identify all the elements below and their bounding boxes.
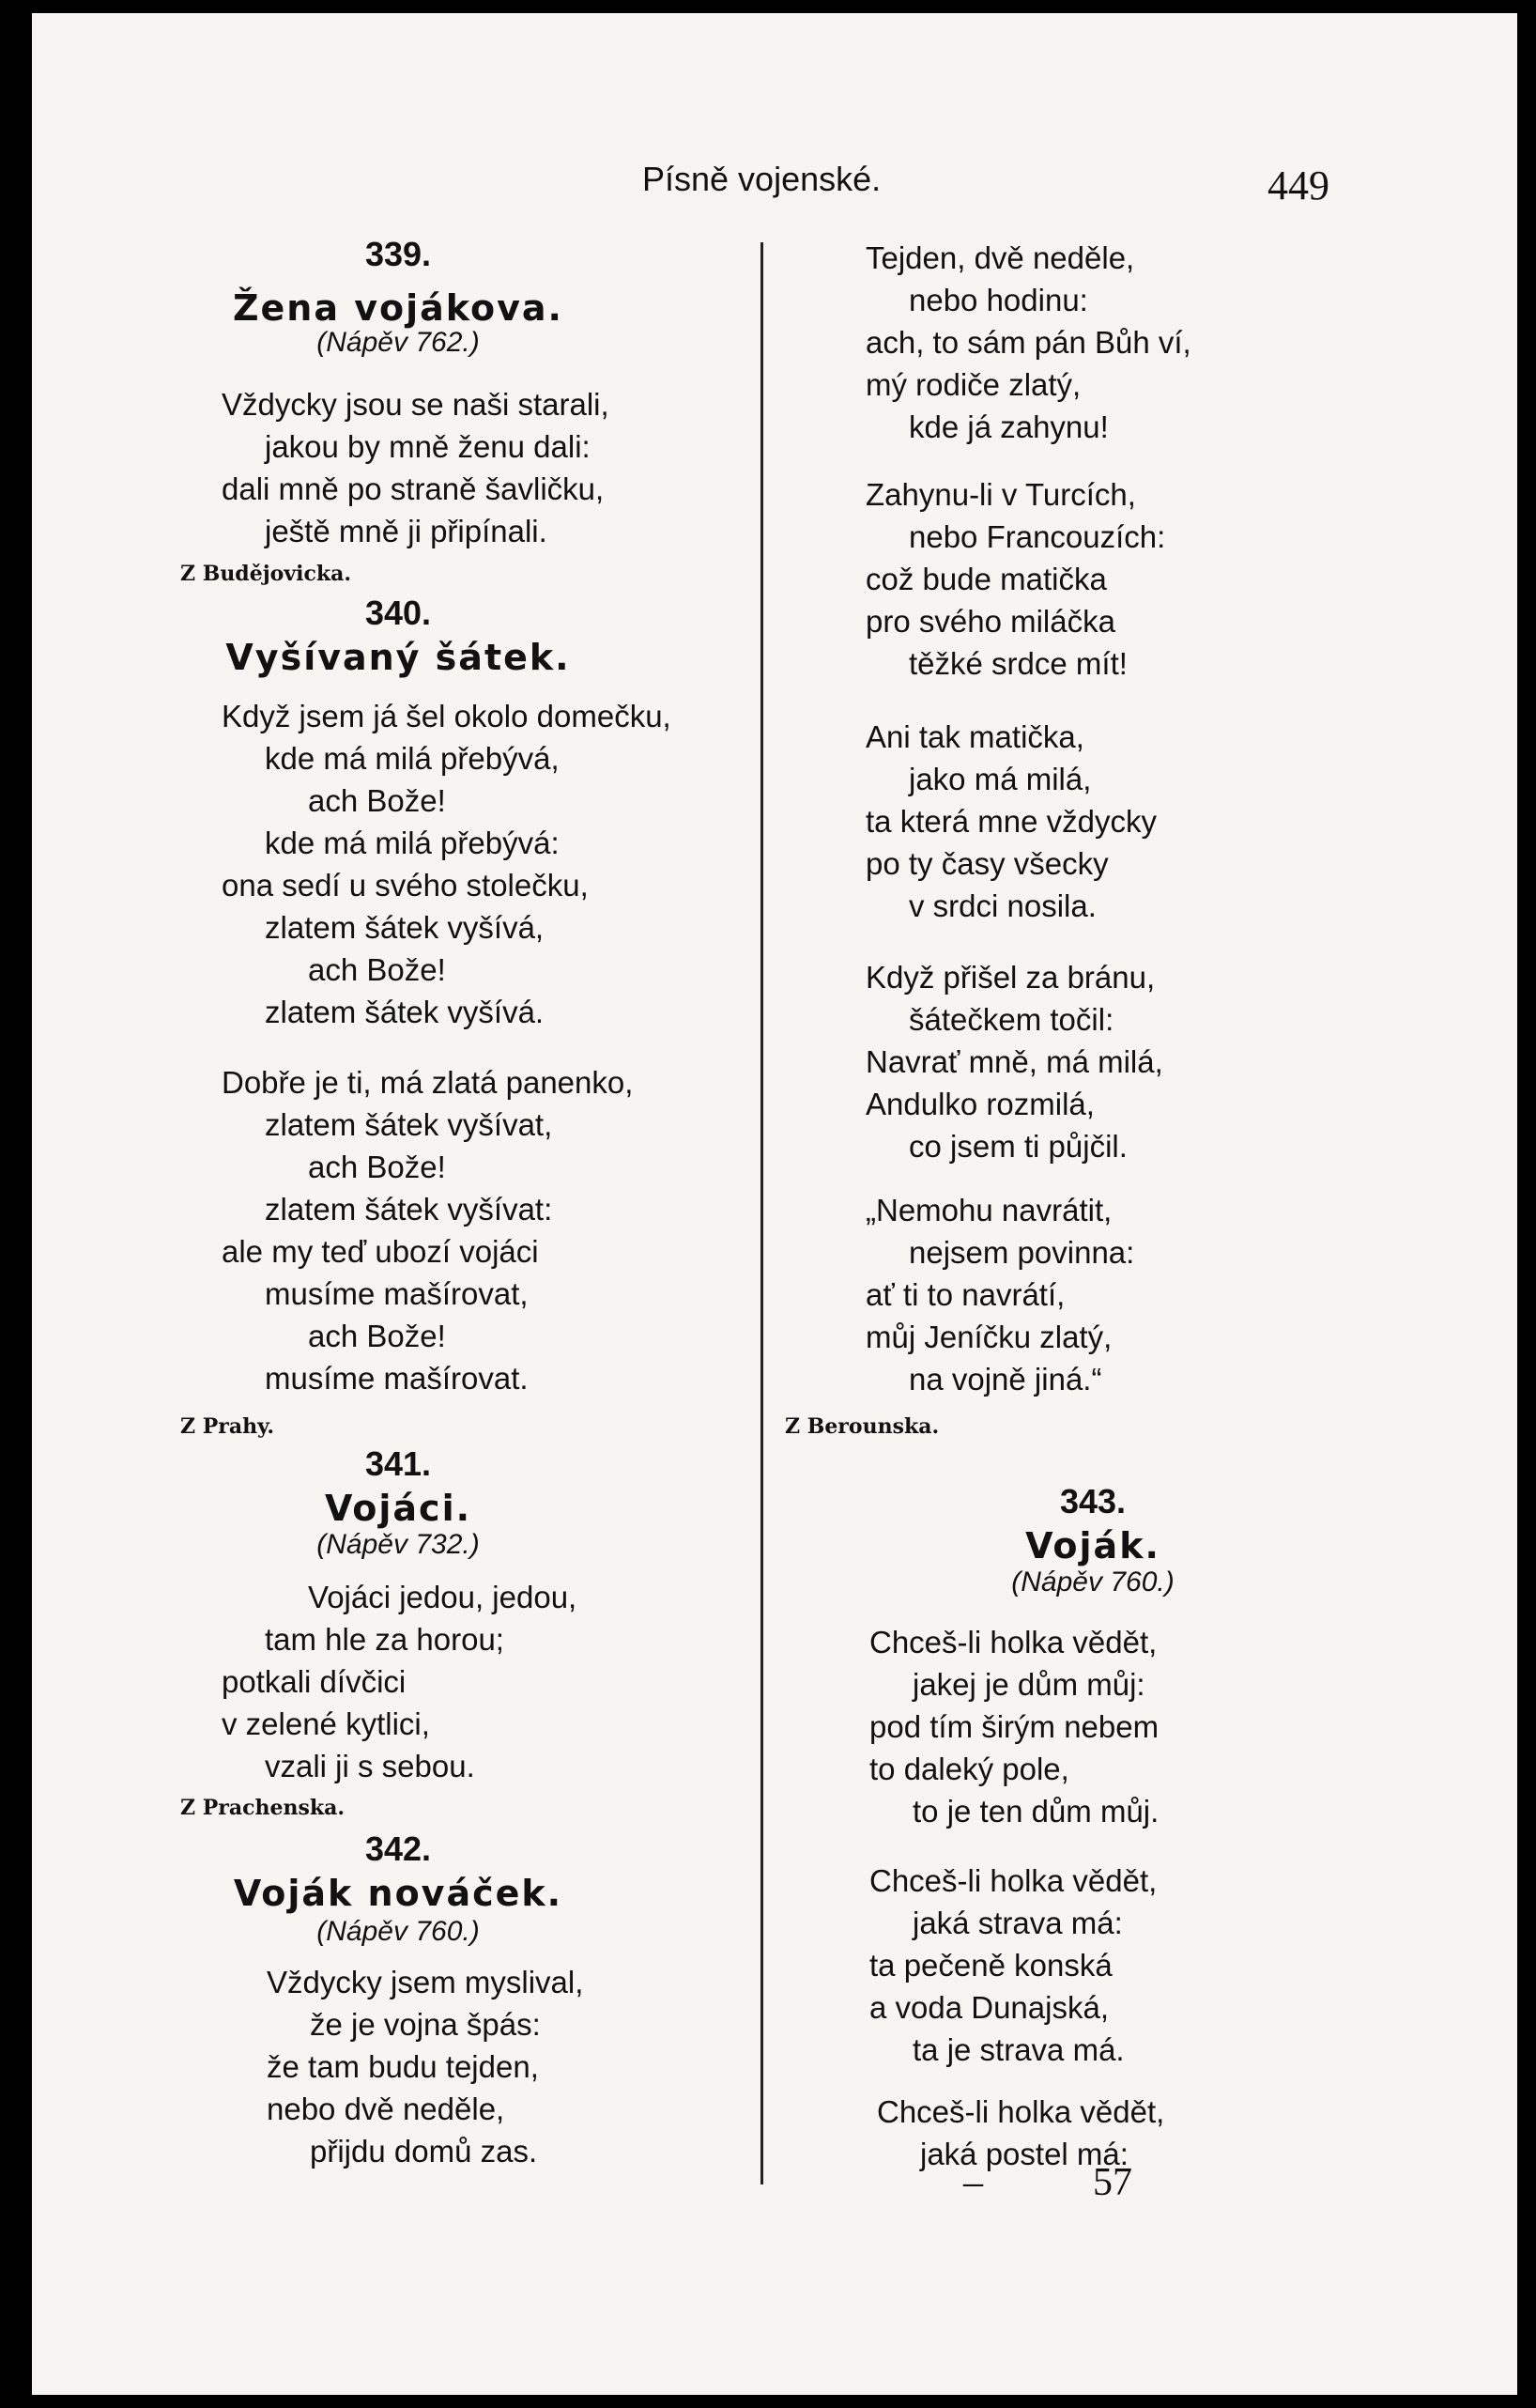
verse-line: ach Bože!: [308, 952, 446, 987]
verse-line: Chceš-li holka vědět,: [877, 2094, 1165, 2129]
song-title-341: Vojáci.: [324, 1488, 472, 1529]
song-title-342: Voják nováček.: [233, 1873, 563, 1914]
verse-line: přijdu domů zas.: [310, 2134, 538, 2169]
melody-ref-343: (Nápěv 760.): [1011, 1567, 1175, 1598]
page-number: 449: [1267, 162, 1329, 208]
verse-line: ach Bože!: [308, 1319, 446, 1353]
source-341: Z Prachenska.: [180, 1796, 346, 1820]
verse-line: Když přišel za bránu,: [866, 960, 1156, 995]
verse-line: co jsem ti půjčil.: [909, 1129, 1128, 1164]
verse-line: ach, to sám pán Bůh ví,: [866, 325, 1191, 360]
verse-339: [222, 383, 609, 552]
verse-line: nebo dvě neděle,: [267, 2092, 505, 2126]
verse-line: jaká postel má:: [920, 2137, 1129, 2171]
verse-342-cont-4: [866, 956, 1163, 1167]
verse-line: vzali ji s sebou.: [265, 1749, 475, 1783]
verse-line: ta pečeně konská: [869, 1948, 1113, 1983]
source-342: Z Berounska.: [785, 1414, 940, 1439]
verse-line: kde já zahynu!: [909, 409, 1109, 444]
verse-line: jako má milá,: [909, 762, 1092, 796]
verse-line: ach Bože!: [308, 783, 446, 818]
verse-line: zlatem šátek vyšívá.: [265, 995, 545, 1029]
verse-line: v zelené kytlici,: [222, 1706, 430, 1741]
verse-line: a voda Dunajská,: [869, 1990, 1109, 2025]
verse-line: kde má milá přebývá,: [265, 741, 560, 776]
verse-line: musíme mašírovat,: [265, 1276, 529, 1311]
verse-line: ona sedí u svého stolečku,: [222, 868, 589, 903]
verse-line: ta je strava má.: [913, 2032, 1125, 2067]
verse-line: zlatem šátek vyšívá,: [265, 910, 545, 945]
verse-line: jakej je dům můj:: [913, 1667, 1145, 1702]
verse-line: pro svého miláčka: [866, 604, 1115, 639]
verse-342-cont-1: [866, 237, 1191, 448]
verse-line: Vždycky jsem myslival,: [267, 1965, 584, 1999]
verse-342-cont-2: [866, 473, 1165, 685]
verse-342-cont-3: [866, 716, 1157, 927]
verse-342-cont-5: [866, 1189, 1134, 1400]
column-divider: [760, 242, 763, 2184]
book-page: [32, 13, 1517, 2395]
verse-line: po ty časy všecky: [866, 846, 1109, 881]
verse-343-2: [869, 1860, 1157, 2071]
verse-340-1: [222, 695, 671, 1033]
source-340: Z Prahy.: [180, 1414, 275, 1439]
verse-line: mý rodiče zlatý,: [866, 367, 1082, 402]
verse-line: těžké srdce mít!: [909, 646, 1128, 681]
verse-line: Navrať mně, má milá,: [866, 1044, 1163, 1079]
verse-line: můj Jeníčku zlatý,: [866, 1320, 1113, 1354]
verse-line: ta která mne vždycky: [866, 804, 1157, 839]
signature-dash: –: [963, 2161, 983, 2204]
verse-line: Tejden, dvě neděle,: [866, 240, 1135, 275]
verse-line: Chceš-li holka vědět,: [869, 1625, 1158, 1659]
song-number-340: 340.: [364, 594, 432, 632]
verse-343-1: [869, 1621, 1159, 1832]
verse-line: na vojně jiná.“: [909, 1362, 1102, 1397]
verse-line: že je vojna špás:: [310, 2007, 541, 2042]
verse-342: [267, 1961, 583, 2172]
verse-line: zlatem šátek vyšívat,: [265, 1107, 553, 1142]
verse-line: šátečkem točil:: [909, 1002, 1114, 1037]
verse-340-2: [222, 1061, 633, 1399]
verse-line: to daleký pole,: [869, 1752, 1069, 1786]
verse-line: nebo Francouzích:: [909, 519, 1166, 554]
verse-line: to je ten dům můj.: [913, 1794, 1160, 1829]
song-title-339: Žena vojákova.: [232, 287, 563, 329]
verse-341: [222, 1576, 577, 1787]
verse-line: kde má milá přebývá:: [265, 826, 560, 860]
signature-number: 57: [1093, 2161, 1132, 2204]
verse-line: ach Bože!: [308, 1150, 446, 1184]
verse-line: „Nemohu navrátit,: [866, 1193, 1113, 1227]
song-number-339: 339.: [364, 235, 432, 273]
verse-line: jaká strava má:: [913, 1906, 1123, 1940]
verse-line: Ani tak matička,: [866, 719, 1084, 754]
source-339: Z Budějovicka.: [180, 562, 352, 586]
verse-line: musíme mašírovat.: [265, 1361, 529, 1396]
verse-line: nebo hodinu:: [909, 283, 1088, 317]
melody-ref-339: (Nápěv 762.): [316, 327, 480, 358]
verse-line: Dobře je ti, má zlatá panenko,: [222, 1065, 634, 1100]
verse-line: tam hle za horou;: [265, 1622, 504, 1657]
verse-line: pod tím širým nebem: [869, 1709, 1160, 1744]
verse-line: ať ti to navrátí,: [866, 1277, 1066, 1312]
song-title-343: Voják.: [1025, 1525, 1160, 1567]
verse-line: dali mně po straně šavličku,: [222, 471, 605, 506]
verse-line: že tam budu tejden,: [267, 2049, 539, 2084]
verse-line: Vojáci jedou, jedou,: [308, 1580, 577, 1614]
verse-line: jakou by mně ženu dali:: [265, 429, 591, 464]
melody-ref-342: (Nápěv 760.): [316, 1916, 480, 1947]
song-title-340: Vyšívaný šátek.: [225, 637, 571, 678]
verse-line: ještě mně ji připínali.: [265, 514, 547, 548]
verse-line: ale my teď ubozí vojáci: [222, 1234, 539, 1269]
verse-line: Vždycky jsou se naši starali,: [222, 387, 609, 422]
verse-line: Zahynu-li v Turcích,: [866, 477, 1136, 512]
verse-line: zlatem šátek vyšívat:: [265, 1192, 553, 1227]
verse-line: Chceš-li holka vědět,: [869, 1863, 1158, 1898]
verse-line: Když jsem já šel okolo domečku,: [222, 699, 671, 733]
verse-line: nejsem povinna:: [909, 1235, 1135, 1270]
song-number-341: 341.: [364, 1444, 432, 1483]
running-title: Písně vojenské.: [642, 160, 882, 198]
melody-ref-341: (Nápěv 732.): [316, 1529, 480, 1560]
verse-line: potkali dívčici: [222, 1664, 407, 1699]
verse-line: Andulko rozmilá,: [866, 1087, 1095, 1121]
verse-line: v srdci nosila.: [909, 888, 1097, 923]
verse-line: což bude matička: [866, 562, 1107, 596]
song-number-342: 342.: [364, 1829, 432, 1868]
song-number-343: 343.: [1059, 1482, 1127, 1520]
